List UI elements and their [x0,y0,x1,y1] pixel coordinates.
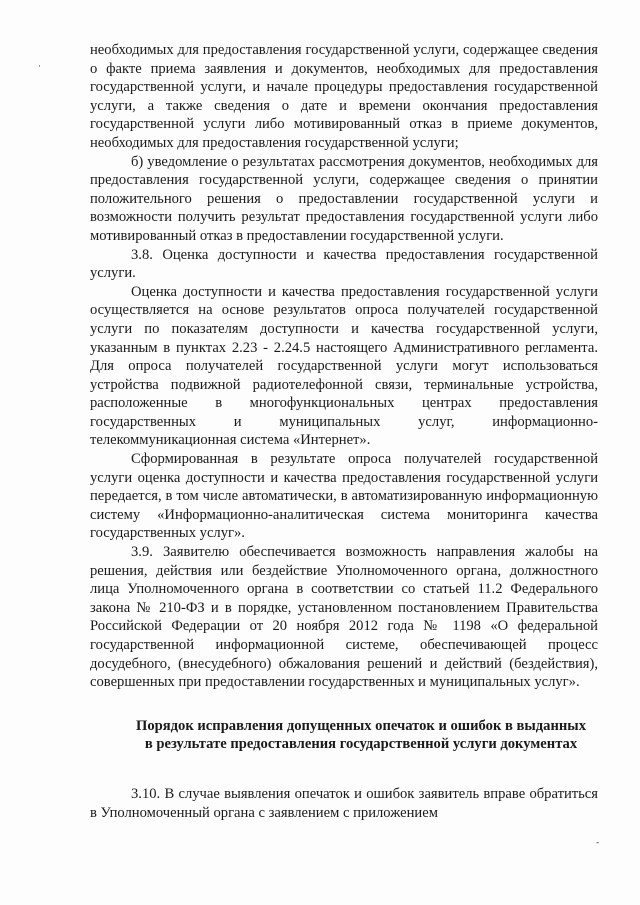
paragraph-continuation: необходимых для предоставления государственной услуги, содержащее сведения о факте приема заявления и документов, необходимых для предоставления государственной услуги, и начале процедуры предоставления государственной услуги, а также сведения о дате и времени окончания предоставления государственной услуги либо мотивированный отказ в приеме документов, необходимых для предоставления государственной услуги; [90,42,598,151]
scan-speck: · [38,62,41,72]
document-body [90,41,598,822]
paragraph-b-notification: б) уведомление о результатах рассмотрения документов, необходимых для предоставления государственной услуги, содержащее сведения о принятии положительного решения о предоставлении государственной услуги и возможности получить результат предоставления государственной услуги либо мотивированный отказ в предоставлении государственной услуги. [90,153,598,244]
paragraph-3-9: 3.9. Заявителю обеспечивается возможность направления жалобы на решения, действия или бездействие Уполномоченного органа, должностного лица Уполномоченного органа в соответствии со статьей 11.2 Федерального закона № 210-ФЗ и в порядке, установленном постановлением Правительства Российской Федерации от 20 ноября 2012 года № 1198 «О федеральной государственной информационной системе, обеспечивающей процесс досудебного, (внесудебного) обжалования решений и действий (бездействия), совершенных при предоставлении государственных и муниципальных услуг». [90,544,598,691]
section-heading: Порядок исправления допущенных опечаток и ошибок в выданных в результате предоставления государственной услуги документах [136,717,586,753]
paragraph-3-8: 3.8. Оценка доступности и качества предоставления государственной услуги. [90,246,598,282]
paragraph-3-10: 3.10. В случае выявления опечаток и ошибок заявитель вправе обратиться в Уполномоченный органа с заявлением с приложением [90,785,598,821]
paragraph-assessment: Оценка доступности и качества предоставления государственной услуги осуществляется на основе результатов опроса получателей государственной услуги по показателям доступности и качества государственной услуги, указанным в пунктах 2.23 - 2.24.5 настоящего Административного регламента. Для опроса получателей государственной услуги могут использоваться устройства подвижной радиотелефонной связи, терминальные устройства, расположенные в многофункциональных центрах предоставления государственных и муниципальных услуг, информационно-телекоммуникационная система «Интернет». [90,283,598,449]
paragraph-survey-result: Сформированная в результате опроса получателей государственной услуги оценка доступности и качества предоставления государственной услуги передается, в том числе автоматически, в автоматизированную информационную систему «Информационно-аналитическая система мониторинга качества государственных услуг». [90,451,598,542]
scan-speck: - [596,838,600,848]
